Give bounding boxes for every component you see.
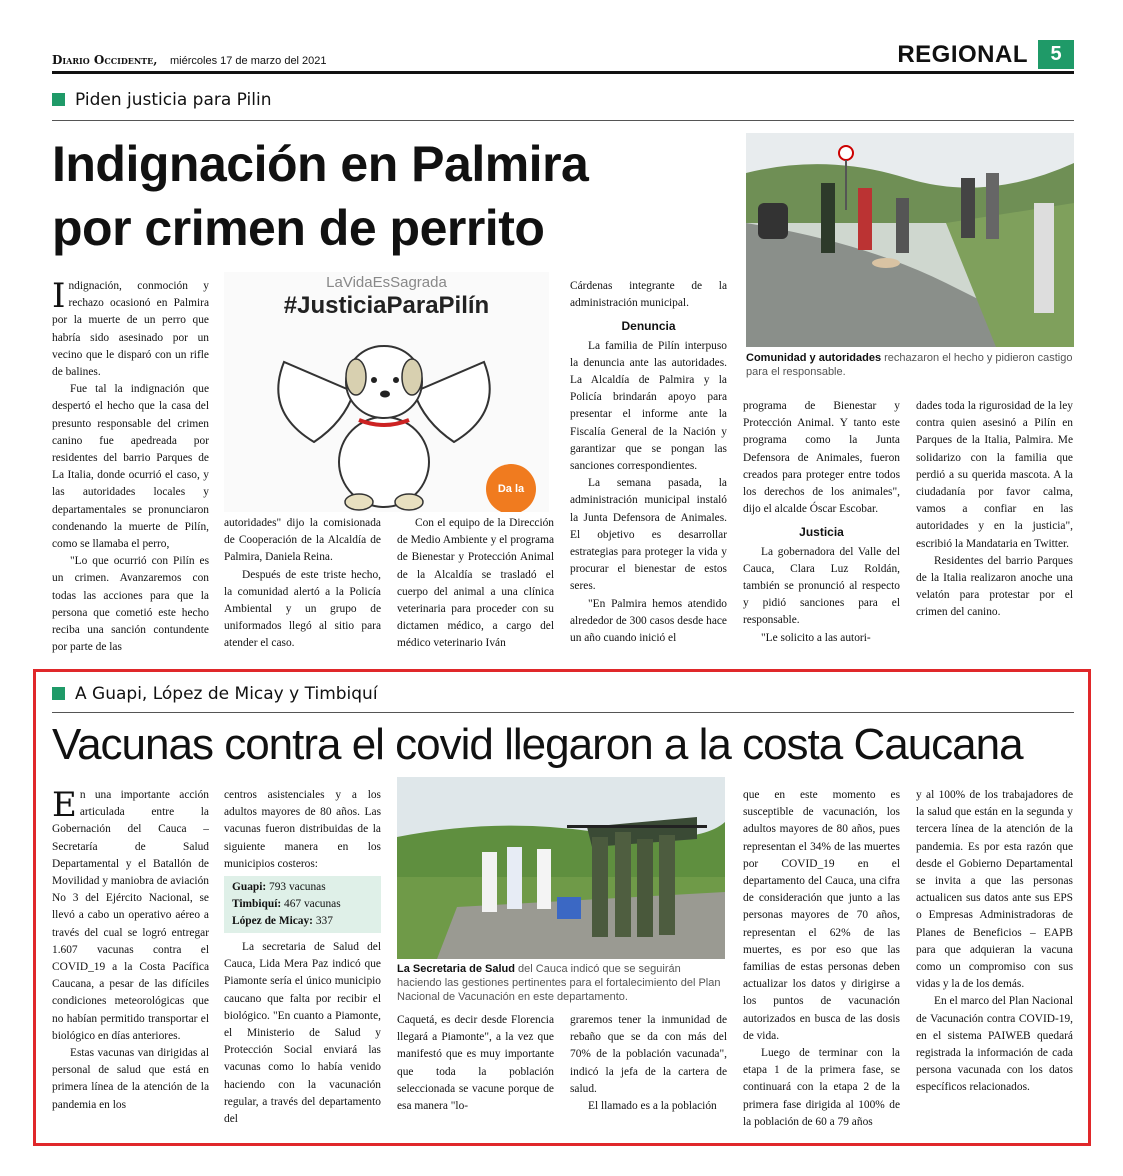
paragraph: Después de este triste hecho, la comunidad alertó a la Policía Ambiental y un grupo de uniformados llegó al sitio para atender el caso. <box>224 568 381 650</box>
paragraph: y al 100% de los trabajadores de la salud que están en la segunda y tercera línea de la atención de la pandemia. Es por esta razón que desde el Gobierno Departamental se invita a que las personas actualicen sus datos ante sus EPS o Empresas Administradoras de Planes de Beneficios – EAPB para que adquieran la vacuna como un compromiso con sus vidas y la de los demás. <box>916 789 1073 991</box>
article1-column-4 <box>570 278 727 664</box>
article2-column-6 <box>916 787 1073 1132</box>
paragraph: "Le solicito a las autori- <box>761 631 871 644</box>
newspaper-name: Diario Occidente, <box>52 53 158 67</box>
divider <box>52 120 1074 121</box>
photo1-caption <box>746 351 1076 379</box>
fact-row: Guapi: 793 vacunas <box>232 881 326 894</box>
paragraph: La secretaria de Salud del Cauca, Lida Mera Paz indicó que Piamonte sería el único municipio caucano que falta por recibir el biológico. "En cuanto a Piamonte, el Ministerio de Salud y Protección Social enviará las vacunas como lo había venido haciendo con la vacunación regular, a través del departamento del <box>224 941 381 1126</box>
fact-row: López de Micay: 337 <box>232 915 333 928</box>
paragraph: La gobernadora del Valle del Cauca, Clara Luz Roldán, también se pronunció al respecto y pidió sanciones para el responsable. <box>743 545 900 627</box>
article2-column-4 <box>570 1012 727 1132</box>
paragraph: ndignación, conmoción y rechazo ocasionó en Palmira por la muerte de un perro que habría sido asesinado por un vecino que le disparó con un rifle de balines. <box>52 280 209 379</box>
paragraph: graremos tener la inmunidad de rebaño que se da con más del 70% de la población vacunada", indicó la jefa de la cartera de salud. <box>570 1014 727 1095</box>
article1-column-2 <box>224 515 381 665</box>
issue-date: miércoles 17 de marzo del 2021 <box>170 55 327 67</box>
divider <box>52 712 1074 713</box>
paragraph: La semana pasada, la administración municipal instaló la Junta Defensora de Animales. El objetivo es desarrollar estrategias para proteger la vida y procurar el bienestar de estos seres. <box>570 477 727 593</box>
paragraph: autoridades" dijo la comisionada de Cooperación de la Alcaldía de Palmira, Daniela Reina. <box>224 517 381 564</box>
angel-dog-drawing <box>264 322 504 512</box>
article1-column-5 <box>743 398 900 664</box>
article2-kicker <box>52 684 378 704</box>
headline-line: Indignación en Palmira <box>52 136 589 192</box>
photo2-caption <box>397 962 727 1004</box>
page-number: 5 <box>1038 40 1074 69</box>
graphic-small-title: LaVidaEsSagrada <box>326 274 447 291</box>
paragraph: Caquetá, es decir desde Florencia llegará a Piamonte", a la vez que manifestó que es muy importante que toda la población seleccionada se vacune porque de esa manera "lo- <box>397 1014 554 1113</box>
headline-line: por crimen de perrito <box>52 200 545 256</box>
article2-column-1 <box>52 787 209 1132</box>
article1-column-1 <box>52 278 209 664</box>
paragraph: programa de Bienestar y Protección Animal. Y tanto este programa como la Junta Defensora de Animales, fueron creados para proteger entre todos los derechos de los animales", dijo el alcalde Óscar Escobar. <box>743 400 900 516</box>
paragraph: La familia de Pilín interpuso la denuncia ante las autoridades. La Alcaldía de Palmira y la Policía brindarán apoyo para presentar el informe ante la Fiscalía General de la Nación y garantizar que se pongan las sanciones correspondientes. <box>570 339 727 473</box>
paragraph: Residentes del barrio Parques de la Italia realizaron anoche una velatón para protestar por el crimen del canino. <box>916 554 1073 619</box>
section-name: REGIONAL <box>897 41 1028 68</box>
paragraph: centros asistenciales y a los adultos mayores de 80 años. Las vacunas fueron distribuidas de la siguiente manera en los municipios costeros: <box>224 789 381 870</box>
article1-column-3 <box>397 515 554 665</box>
paragraph: En el marco del Plan Nacional de Vacunación contra COVID-19, en el sistema PAIWEB quedará registrada la información de cada persona vacunada con los datos específicos relacionados. <box>916 995 1073 1094</box>
kicker-text: A Guapi, López de Micay y Timbiquí <box>75 684 378 704</box>
masthead <box>52 42 1074 74</box>
caption-text: del Cauca indicó que se seguirán haciendo las gestiones pertinentes para el fortalecimiento del Plan Nacional de Vacunación en este departamento. <box>397 963 721 1003</box>
caption-text: rechazaron el hecho y pidieron castigo para el responsable. <box>746 352 1073 378</box>
dropcap: I <box>52 278 66 316</box>
green-square-icon <box>52 93 65 106</box>
dropcap: E <box>52 787 77 825</box>
paragraph: Luego de terminar con la etapa 1 de la primera fase, se continuará con la etapa 2 de la primera fase dirigida al 100% de la población de 60 a 79 años <box>743 1047 900 1128</box>
paragraph: que en este momento es susceptible de vacunación, los adultos mayores de 80 años, pues representan el 34% de las muertes por COVID_19 en el departamento del Cauca, una cifra de consideración que junto a las personas mayores de 70 años, representan el 62% de las muertes, es por eso que las familias de estas personas deben actualizar los datos y dirigirse a los puntos de vacunación autorizados en busca de las dosis de vida. <box>743 789 900 1042</box>
paragraph: Fue tal la indignación que despertó el hecho que la casa del presunto responsable del crimen canino fue apedreada por residentes del barrio Parques de La Italia, donde ocurrió el caso, y las autoridades locales y departamentales se pronunciaron condenando la muerte de Pilín, como se llamaba el perro, <box>52 383 209 551</box>
green-square-icon <box>52 687 65 700</box>
caption-bold: La Secretaria de Salud <box>397 963 515 975</box>
subhead: Denuncia <box>621 319 676 334</box>
paragraph: El llamado es a la población <box>588 1100 717 1113</box>
paragraph: Con el equipo de la Dirección de Medio Ambiente y el programa de Bienestar y Protección Animal de la Alcaldía se trasladó el cuerpo del animal a una clínica veterinaria para proceder con su dictamen médico, a cargo del médico veterinario Iván <box>397 517 554 650</box>
article2-headline: Vacunas contra el covid llegaron a la costa Caucana <box>52 720 1023 769</box>
paragraph: Cárdenas integrante de la administración municipal. <box>570 280 727 310</box>
vaccine-distribution-box <box>224 876 381 933</box>
article1-kicker <box>52 90 272 110</box>
article2-column-5 <box>743 787 900 1132</box>
kicker-text: Piden justicia para Pilin <box>75 90 272 110</box>
fact-row: Timbiquí: 467 vacunas <box>232 898 341 911</box>
paragraph: "Lo que ocurrió con Pilín es un crimen. Avanzaremos con todas las acciones para que la persona que cometió este hecho reciba una sanción contundente por parte de las <box>52 555 209 654</box>
justice-for-pilin-graphic <box>224 272 549 512</box>
article2-column-2 <box>224 787 381 1132</box>
community-police-photo <box>746 133 1074 347</box>
rescue-badge: Da la <box>486 464 536 512</box>
article2-column-3 <box>397 1012 554 1132</box>
graphic-hashtag: #JusticiaParaPilín <box>283 292 490 319</box>
subhead: Justicia <box>799 525 844 540</box>
paragraph: Estas vacunas van dirigidas al personal de salud que está en primera línea de la atención de la pandemia en los <box>52 1047 209 1111</box>
paragraph: dades toda la rigurosidad de la ley contra quien asesinó a Pilín en Parques de la Italia, Palmira. Me solidarizo con la familia que perdió a su querida mascota. A la ciudadanía por favor calma, vamos a confiar en las autoridades y en la justicia", escribió la Mandataria en Twitter. <box>916 400 1073 550</box>
paragraph: "En Palmira hemos atendido alrededor de 300 casos desde hace un año cuando inició el <box>570 597 727 645</box>
paragraph: n una importante acción articulada entre la Gobernación del Cauca – Secretaría de Salud Departamental y el Batallón de Movilidad y maniobra de aviación No 3 del Ejército Nacional, se llevó a cabo un operativo aéreo a través del cual se logró entregar 1.607 vacunas contra el COVID_19 a la Costa Pacífica Caucana, a pesar de las difíciles condiciones meteorológicas que no habían permitido transportar el biológico en días anteriores. <box>52 789 209 1042</box>
caption-bold: Comunidad y autoridades <box>746 352 882 364</box>
article1-headline <box>52 132 742 260</box>
vaccine-delivery-photo <box>397 777 725 959</box>
article1-column-6 <box>916 398 1073 664</box>
